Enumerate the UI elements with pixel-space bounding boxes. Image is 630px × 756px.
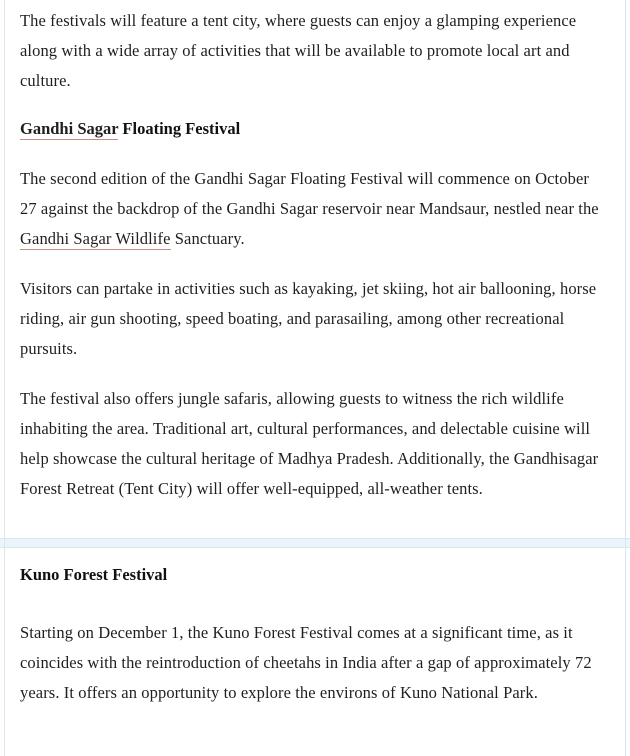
section-divider	[0, 538, 630, 548]
paragraph-text-after-link: Sanctuary.	[170, 229, 245, 248]
heading-link-gandhi-sagar[interactable]: Gandhi Sagar	[20, 119, 119, 138]
paragraph-tent-city: The festivals will feature a tent city, where guests can enjoy a glamping experience along with a wide array of activities that will be available to promote local art and culture.	[20, 11, 577, 90]
paragraph-second-edition	[20, 164, 608, 254]
article-section-kuno	[0, 548, 630, 708]
heading-kuno-forest-festival: Kuno Forest Festival	[20, 565, 168, 584]
paragraph-kuno-intro: Starting on December 1, the Kuno Forest Festival comes at a significant time, as it coincides with the reintroduction of cheetahs in India after a gap of approximately 72 years. It offers an opportunity to explore the environs of Kuno National Park.	[20, 623, 592, 702]
paragraph-jungle-safaris: The festival also offers jungle safaris, allowing guests to witness the rich wildlife inhabiting the area. Traditional art, cultural performances, and delectable cuisine will help showcase the cultural heritage of Madhya Pradesh. Additionally, the Gandhisagar Forest Retreat (Tent City) will offer well-equipped, all-weather tents.	[20, 389, 599, 498]
paragraph-activities: Visitors can partake in activities such as kayaking, jet skiing, hot air ballooning, horse riding, air gun shooting, speed boating, and parasailing, among other recreational pursuits.	[20, 279, 597, 358]
paragraph-text-before-link: The second edition of the Gandhi Sagar Floating Festival will commence on October 27 against the backdrop of the Gandhi Sagar reservoir near Mandsaur, nestled near the	[20, 169, 599, 218]
heading-gandhi-sagar-floating-festival	[20, 116, 608, 142]
heading-text-floating-festival: Floating Festival	[118, 119, 241, 138]
link-gandhi-sagar-wildlife[interactable]: Gandhi Sagar Wildlife	[20, 229, 171, 248]
